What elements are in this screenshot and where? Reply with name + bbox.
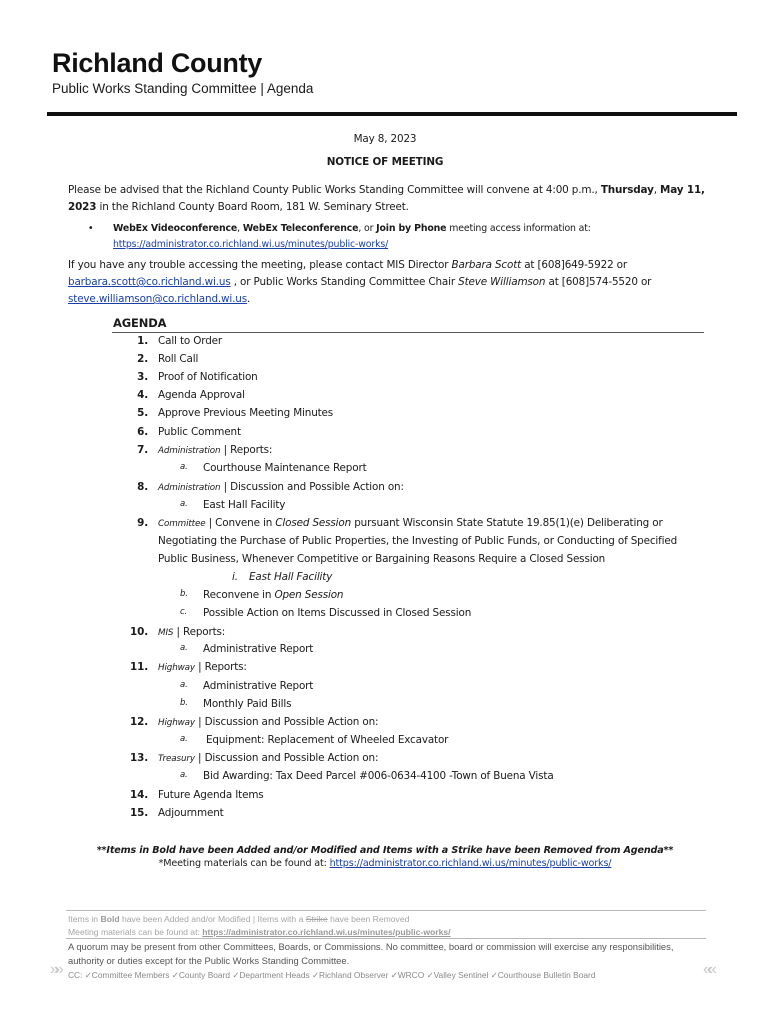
cc-line: CC: ✓Committee Members ✓County Board ✓Department Heads ✓Richland Observer ✓WRCO ✓Valley Sentinel ✓Courthouse Bulletin Board [68,970,596,980]
item-number: 4. [137,389,148,401]
footer-legend [68,913,708,939]
subitem-text: Possible Action on Items Discussed in Closed Session [203,607,472,619]
header-rule [47,112,737,116]
item-number: 8. [137,481,148,493]
item-text: Adjournment [158,807,224,819]
item-text: Approve Previous Meeting Minutes [158,407,334,419]
subitem-text: Reconvene in [203,589,275,601]
footer-bold-word: Bold [100,914,120,924]
item-number: 7. [137,444,148,456]
intro-day: Thursday [600,184,654,196]
item-department: MIS [158,628,174,638]
footer-text: Items in [68,914,101,924]
intro-text: Please be advised that the Richland County Public Works Standing Committee will convene at 4:00 p.m., [68,184,601,196]
minutes-link[interactable]: https://administrator.co.richland.wi.us/minutes/public-works/ [113,239,389,250]
item-department: Highway [158,663,195,673]
footer-rule-top [66,910,706,911]
intro-paragraph [68,182,708,216]
item-number: 3. [137,371,148,383]
quorum-notice: A quorum may be present from other Committees, Boards, or Commissions. No committee, board or commission will exercise any responsibilities, authority or duties except for the Public Works Standing Committee. [68,941,674,966]
contact-name-williamson: Steve Williamson [458,276,546,288]
subitem-text: Courthouse Maintenance Report [203,462,367,474]
subitem-text: Monthly Paid Bills [203,698,292,710]
intro-sep: , [653,184,661,196]
item-number: 12. [130,716,148,728]
page-subtitle: Public Works Standing Committee | Agenda [52,81,314,96]
contact-text: at [608]574-5520 or [545,276,652,288]
footer-text: have been Added and/or Modified | Items with a [119,914,306,924]
subitem-label: b. [180,589,188,599]
footer-text: have been Removed [327,914,410,924]
item-text: Proof of Notification [158,371,258,383]
subitem-label: a. [180,680,188,690]
subitem-text: East Hall Facility [249,571,333,583]
bullet-sep: , or [358,223,377,234]
item-department: Administration [158,483,221,493]
contact-name-scott: Barbara Scott [451,259,522,271]
item-number: 1. [137,335,148,347]
footer-text: Meeting materials can be found at: [68,927,203,937]
page-title: Richland County [52,48,262,78]
webex-video: WebEx Videoconference [113,223,238,234]
item-text: Future Agenda Items [158,789,264,801]
bullet-suffix: meeting access information at: [446,223,591,234]
intro-location: in the Richland County Board Room, 181 W. Seminary Street. [96,201,409,213]
item-text: | Discussion and Possible Action on: [194,752,379,764]
item-text: Call to Order [158,335,223,347]
item-department: Treasury [158,754,195,764]
contact-paragraph [68,257,708,308]
bold-strike-note: **Items in Bold have been Added and/or Modified and Items with a Strike have been Removed from Agenda** [96,845,674,856]
join-by-phone: Join by Phone [376,223,447,234]
contact-text: at [608]649-5922 or [521,259,628,271]
footer-materials-link[interactable]: https://administrator.co.richland.wi.us/minutes/public-works/ [202,927,451,937]
bullet-dot: • [88,223,94,234]
contact-text: , or Public Works Standing Committee Chair [230,276,459,288]
subitem-label: a. [180,462,188,472]
webex-tele: WebEx Teleconference [242,223,359,234]
subitem-label: i. [232,571,238,583]
subitem-label: a. [180,643,188,653]
item-text: | Reports: [220,444,273,456]
subitem-text: Administrative Report [203,643,314,655]
footer-strike-word: Strike [305,914,328,924]
item-text: Negotiating the Purchase of Public Properties, the Investing of Public Funds, or Conducting of Specified [158,535,678,547]
item-text: | Discussion and Possible Action on: [220,481,404,493]
item-text: | Discussion and Possible Action on: [194,716,379,728]
item-department: Committee [158,519,206,529]
email-link-scott[interactable]: barbara.scott@co.richland.wi.us [68,276,231,288]
item-number: 5. [137,407,148,419]
item-text: | Convene in [205,517,276,529]
item-number: 14. [130,789,148,801]
notice-title: NOTICE OF MEETING [326,156,444,168]
item-text: Roll Call [158,353,199,365]
open-session-label: Open Session [274,589,344,601]
item-text: Agenda Approval [158,389,245,401]
chevron-right-icon: «« [703,961,713,978]
email-link-williamson[interactable]: steve.williamson@co.richland.wi.us [68,293,247,305]
item-number: 10. [130,626,148,638]
materials-link[interactable]: https://administrator.co.richland.wi.us/minutes/public-works/ [329,858,612,869]
intro-date: May 11, 2023 [68,184,705,213]
item-text: Public Comment [158,426,241,438]
item-text: pursuant Wisconsin State Statute 19.85(1)(e) Deliberating or [351,517,663,529]
subitem-label: a. [180,734,188,744]
subitem-text: East Hall Facility [203,499,286,511]
subitem-text: Equipment: Replacement of Wheeled Excavator [206,734,449,746]
item-number: 2. [137,353,148,365]
subitem-label: b. [180,698,188,708]
item-number: 6. [137,426,148,438]
agenda-heading: AGENDA [113,316,167,330]
closed-session-label: Closed Session [275,517,352,529]
agenda-rule [112,332,704,333]
subitem-label: a. [180,770,188,780]
item-number: 9. [137,517,148,529]
item-department: Administration [158,446,221,456]
item-text: Public Business, Whenever Competitive or Bargaining Reasons Require a Closed Session [158,553,606,565]
subitem-text: Administrative Report [203,680,314,692]
chevron-left-icon: »» [50,961,60,978]
item-department: Highway [158,718,195,728]
contact-text: . [246,293,251,305]
footer-rule-mid [66,938,706,939]
item-number: 15. [130,807,148,819]
item-number: 13. [130,752,148,764]
item-text: | Reports: [194,661,247,673]
subitem-text: Bid Awarding: Tax Deed Parcel #006-0634-4100 -Town of Buena Vista [203,770,554,782]
subitem-label: c. [180,607,188,617]
materials-note [0,858,770,869]
meeting-date: May 8, 2023 [353,133,417,145]
item-number: 11. [130,661,148,673]
item-text: | Reports: [173,626,226,638]
bullet-sep: , [237,223,243,234]
materials-prefix: *Meeting materials can be found at: [158,858,330,869]
contact-text: If you have any trouble accessing the meeting, please contact MIS Director [68,259,452,271]
subitem-label: a. [180,499,188,509]
